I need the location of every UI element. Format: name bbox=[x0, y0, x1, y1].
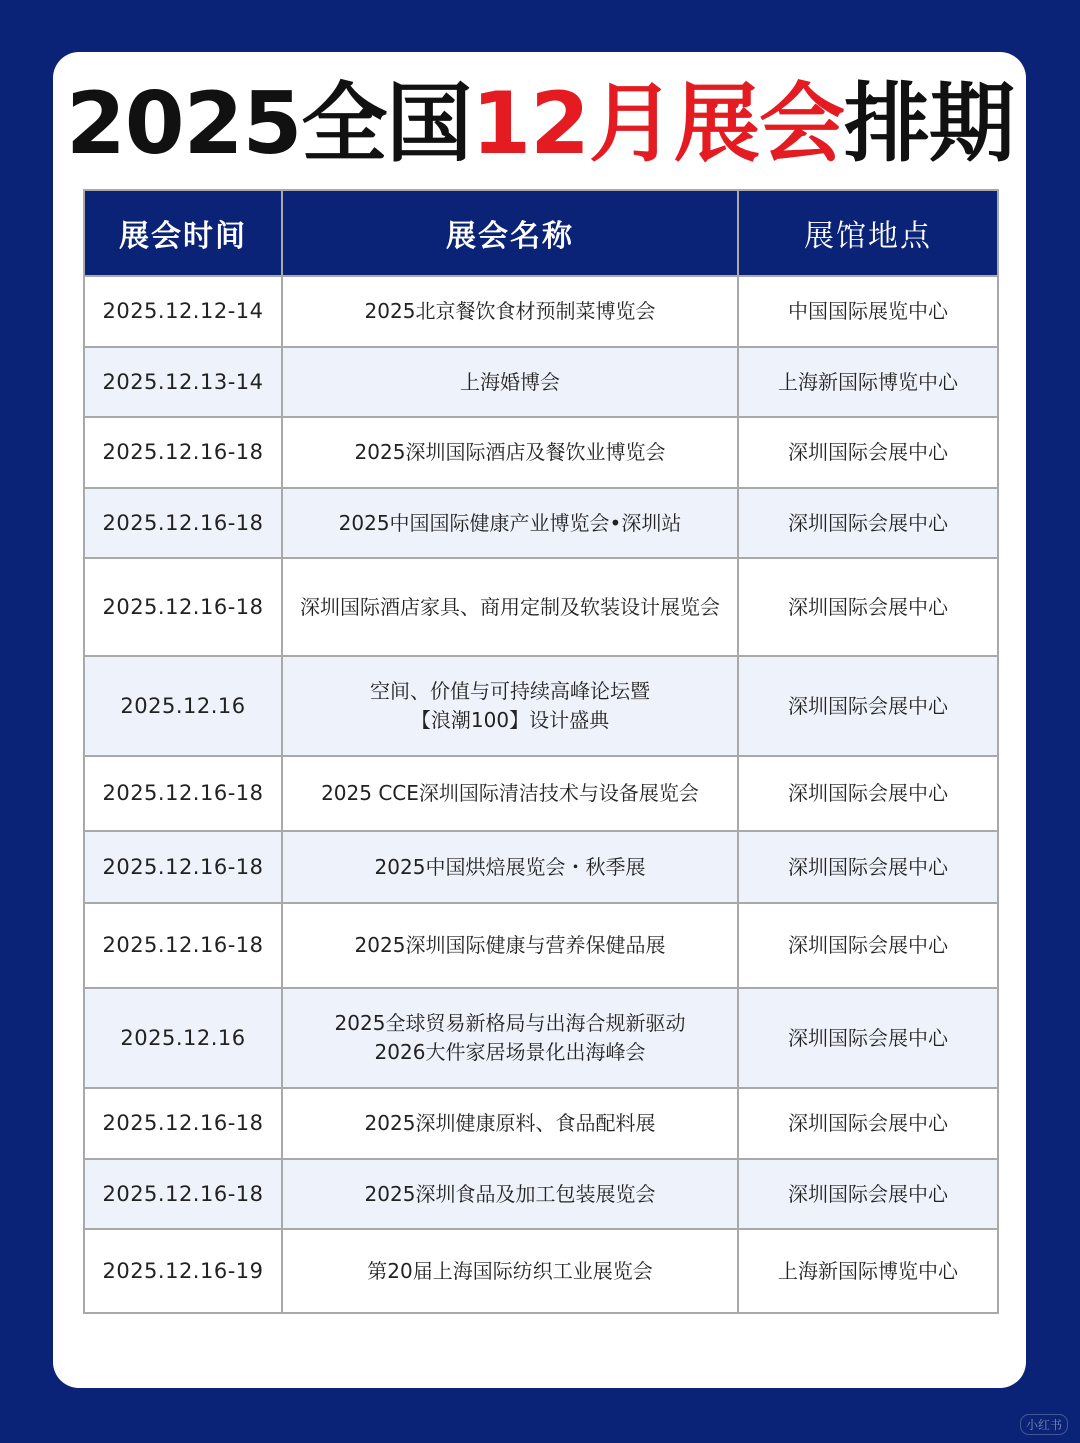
watermark-logo: 小红书 bbox=[1020, 1414, 1068, 1435]
table-row bbox=[84, 831, 998, 903]
cell-name: 2025深圳健康原料、食品配料展 bbox=[282, 1088, 738, 1159]
cell-date: 2025.12.16-19 bbox=[84, 1229, 282, 1313]
cell-date: 2025.12.16-18 bbox=[84, 903, 282, 988]
cell-date: 2025.12.16-18 bbox=[84, 417, 282, 488]
cell-name: 2025北京餐饮食材预制菜博览会 bbox=[282, 276, 738, 347]
cell-name: 深圳国际酒店家具、商用定制及软装设计展览会 bbox=[282, 558, 738, 656]
table-row bbox=[84, 1159, 998, 1229]
cell-venue: 深圳国际会展中心 bbox=[738, 831, 998, 903]
cell-name-line: 2025全球贸易新格局与出海合规新驱动 bbox=[334, 1011, 686, 1035]
table-row bbox=[84, 656, 998, 756]
cell-venue: 深圳国际会展中心 bbox=[738, 558, 998, 656]
cell-name-line: 【浪潮100】设计盛典 bbox=[410, 708, 610, 732]
table-row bbox=[84, 347, 998, 417]
table-row bbox=[84, 756, 998, 831]
table-header-row bbox=[84, 190, 998, 276]
table-row bbox=[84, 417, 998, 488]
cell-date: 2025.12.16-18 bbox=[84, 1159, 282, 1229]
table-row bbox=[84, 903, 998, 988]
table-row bbox=[84, 276, 998, 347]
cell-date: 2025.12.16 bbox=[84, 988, 282, 1088]
cell-name bbox=[282, 988, 738, 1088]
cell-venue: 深圳国际会展中心 bbox=[738, 488, 998, 558]
cell-name: 2025中国国际健康产业博览会•深圳站 bbox=[282, 488, 738, 558]
title-accent: 12月展会 bbox=[471, 74, 845, 174]
table-row bbox=[84, 1088, 998, 1159]
header-name: 展会名称 bbox=[282, 190, 738, 276]
title-prefix: 2025全国 bbox=[65, 74, 472, 174]
cell-date: 2025.12.16-18 bbox=[84, 488, 282, 558]
cell-date: 2025.12.12-14 bbox=[84, 276, 282, 347]
cell-date: 2025.12.16-18 bbox=[84, 756, 282, 831]
cell-name: 2025深圳食品及加工包装展览会 bbox=[282, 1159, 738, 1229]
cell-date: 2025.12.16-18 bbox=[84, 1088, 282, 1159]
cell-name: 第20届上海国际纺织工业展览会 bbox=[282, 1229, 738, 1313]
exhibition-schedule-table bbox=[83, 189, 999, 1314]
header-venue: 展馆地点 bbox=[738, 190, 998, 276]
cell-venue: 深圳国际会展中心 bbox=[738, 1088, 998, 1159]
cell-name: 2025中国烘焙展览会・秋季展 bbox=[282, 831, 738, 903]
cell-venue: 深圳国际会展中心 bbox=[738, 903, 998, 988]
page-title bbox=[0, 74, 1080, 174]
cell-venue: 深圳国际会展中心 bbox=[738, 756, 998, 831]
header-date: 展会时间 bbox=[84, 190, 282, 276]
cell-name-line: 空间、价值与可持续高峰论坛暨 bbox=[370, 679, 650, 703]
table-row bbox=[84, 1229, 998, 1313]
cell-date: 2025.12.16 bbox=[84, 656, 282, 756]
cell-name: 上海婚博会 bbox=[282, 347, 738, 417]
cell-venue: 深圳国际会展中心 bbox=[738, 988, 998, 1088]
table-row bbox=[84, 988, 998, 1088]
cell-name: 2025深圳国际健康与营养保健品展 bbox=[282, 903, 738, 988]
table-row bbox=[84, 488, 998, 558]
cell-date: 2025.12.16-18 bbox=[84, 558, 282, 656]
cell-venue: 深圳国际会展中心 bbox=[738, 656, 998, 756]
cell-venue: 深圳国际会展中心 bbox=[738, 1159, 998, 1229]
cell-name-line: 2026大件家居场景化出海峰会 bbox=[374, 1040, 646, 1064]
cell-name: 2025深圳国际酒店及餐饮业博览会 bbox=[282, 417, 738, 488]
cell-venue: 上海新国际博览中心 bbox=[738, 1229, 998, 1313]
table-row bbox=[84, 558, 998, 656]
cell-venue: 中国国际展览中心 bbox=[738, 276, 998, 347]
cell-venue: 上海新国际博览中心 bbox=[738, 347, 998, 417]
cell-date: 2025.12.13-14 bbox=[84, 347, 282, 417]
cell-name: 2025 CCE深圳国际清洁技术与设备展览会 bbox=[282, 756, 738, 831]
title-suffix: 排期 bbox=[844, 74, 1015, 174]
cell-venue: 深圳国际会展中心 bbox=[738, 417, 998, 488]
cell-date: 2025.12.16-18 bbox=[84, 831, 282, 903]
cell-name bbox=[282, 656, 738, 756]
